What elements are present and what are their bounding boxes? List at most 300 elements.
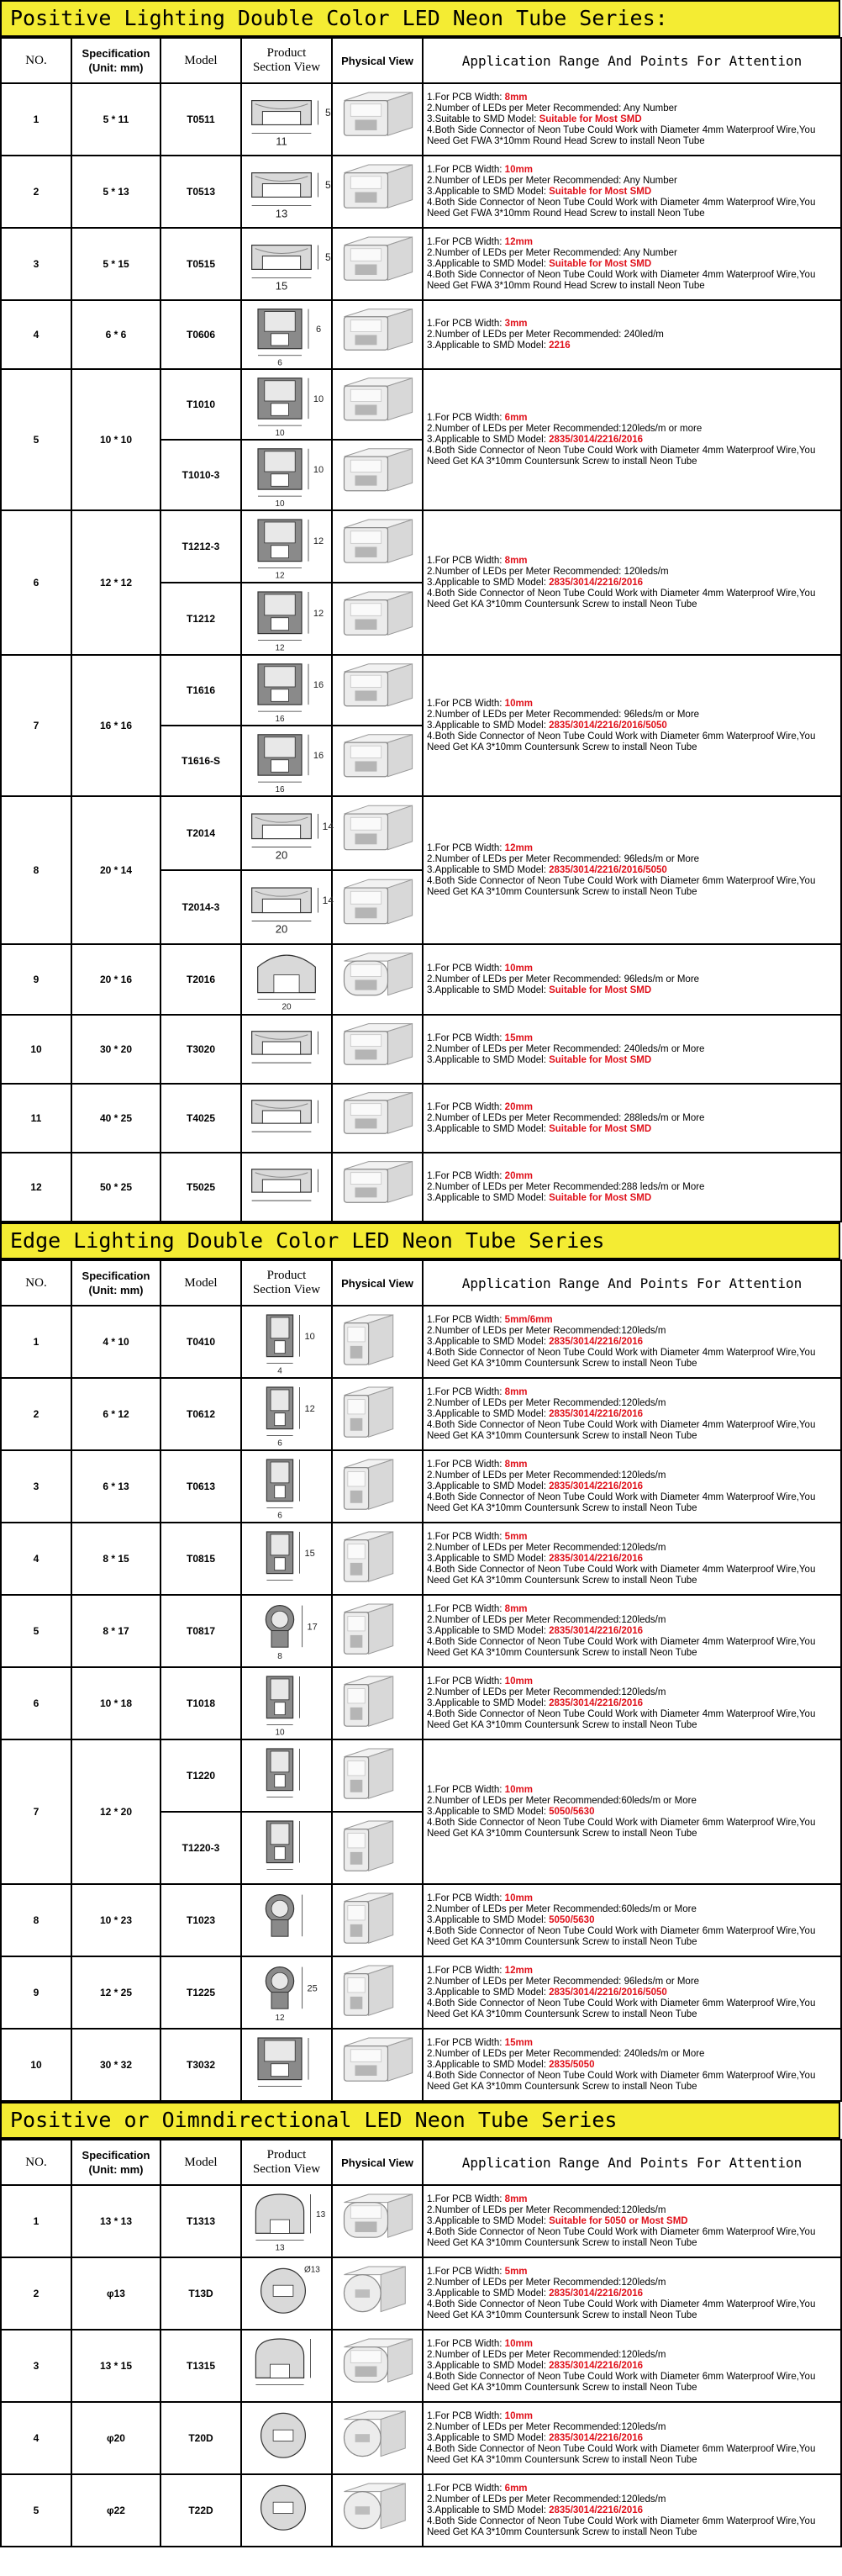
section-view-cell [241, 510, 332, 583]
model-code: T1616-S [161, 726, 241, 796]
physical-view-image [334, 2332, 421, 2399]
highlight-value: 10mm [504, 963, 533, 974]
dimension-width-label: 4 [277, 1366, 282, 1376]
note-text: 3.Applicable to SMD Model: [427, 1123, 550, 1134]
application-line [427, 985, 837, 996]
physical-view-image [334, 1742, 421, 1809]
row-number: 5 [1, 1595, 71, 1667]
note-text: 3.Applicable to SMD Model: [427, 984, 550, 995]
highlight-value: 8mm [504, 1386, 528, 1397]
application-line [427, 2422, 837, 2433]
header-no: NO. [1, 38, 71, 83]
note-text: 2.Number of LEDs per Meter Recommended: 240led/m [427, 329, 664, 340]
header-section-view [241, 38, 332, 83]
application-line [427, 2411, 837, 2422]
note-text: 1.For PCB Width: [427, 236, 505, 247]
note-text: 1.For PCB Width: [427, 555, 505, 566]
highlight-value: 6mm [504, 412, 528, 423]
application-notes [423, 300, 841, 369]
row-number: 1 [1, 83, 71, 156]
physical-view-cell [332, 1667, 423, 1739]
note-text: 1.For PCB Width: [427, 318, 505, 329]
header-model: Model [161, 1260, 241, 1306]
application-line [427, 1532, 837, 1543]
note-text: 3.Applicable to SMD Model: [427, 434, 550, 445]
section-view-cell [241, 1812, 332, 1884]
model-code: T1225 [161, 1956, 241, 2029]
row-number: 1 [1, 1306, 71, 1378]
specification-value: 5 * 13 [71, 156, 161, 228]
note-text: 4.Both Side Connector of Neon Tube Could Work with Diameter 6mm Waterproof Wire,You Need Get KA 3*10mm Countersunk Screw to install Neon Tube [427, 2371, 816, 2393]
physical-view-image [334, 657, 421, 723]
model-code: T3032 [161, 2029, 241, 2101]
highlight-value: 2835/3014/2216/2016 [549, 1336, 644, 1347]
application-line [427, 1409, 837, 1420]
note-text: 1.For PCB Width: [427, 1314, 505, 1325]
section-view-drawing [243, 585, 330, 652]
dimension-width-label: 11 [276, 135, 287, 148]
model-code: T20D [161, 2402, 241, 2474]
table-header-row [1, 38, 841, 83]
note-text: 1.For PCB Width: [427, 1459, 505, 1470]
note-text: 1.For PCB Width: [427, 1531, 505, 1542]
section-view-cell [241, 2185, 332, 2257]
specification-value: 13 * 15 [71, 2330, 161, 2402]
highlight-value: 8mm [504, 92, 528, 103]
table-row [1, 2257, 841, 2330]
note-text: 2.Number of LEDs per Meter Recommended:288 leds/m or More [427, 1181, 705, 1192]
header-physical-view: Physical View [332, 38, 423, 83]
row-number: 5 [1, 2474, 71, 2547]
model-code: T1010-3 [161, 440, 241, 510]
application-line [427, 1698, 837, 1709]
specification-value: 8 * 15 [71, 1523, 161, 1595]
application-line [427, 1966, 837, 1977]
table-row [1, 1667, 841, 1739]
note-text: 3.Applicable to SMD Model: [427, 1987, 550, 1998]
physical-view-cell [332, 655, 423, 726]
note-text: 3.Applicable to SMD Model: [427, 1553, 550, 1564]
specification-value: 6 * 13 [71, 1450, 161, 1523]
header-specification [71, 2140, 161, 2185]
row-number: 3 [1, 2330, 71, 2402]
physical-view-cell [332, 870, 423, 944]
application-notes [423, 1884, 841, 1956]
section-view-cell [241, 1378, 332, 1450]
specification-value: 16 * 16 [71, 655, 161, 796]
section-title: Positive Lighting Double Color LED Neon Tube Series: [0, 0, 840, 37]
application-line [427, 1785, 837, 1796]
application-line [427, 1113, 837, 1124]
dimension-width-label: 6 [277, 1511, 282, 1521]
header-spec-line1: Specification [82, 2149, 150, 2162]
note-text: 1.For PCB Width: [427, 412, 505, 423]
physical-view-image [334, 947, 421, 1012]
header-specification [71, 38, 161, 83]
model-code: T5025 [161, 1153, 241, 1222]
row-number: 2 [1, 2257, 71, 2330]
row-number: 4 [1, 300, 71, 369]
highlight-value: 2835/3014/2216/2016 [549, 2432, 644, 2443]
highlight-value: 2835/3014/2216/2016 [549, 2288, 644, 2299]
dimension-width-label: 15 [275, 279, 288, 293]
application-line [427, 1033, 837, 1044]
physical-view-image [334, 158, 421, 225]
application-line [427, 1554, 837, 1565]
application-line [427, 1182, 837, 1193]
section-view-drawing [243, 1308, 330, 1375]
model-code: T1616 [161, 655, 241, 726]
section-view-cell [241, 583, 332, 655]
highlight-value: 2835/3014/2216/2016 [549, 2505, 644, 2515]
physical-view-image [334, 1525, 421, 1592]
note-text: 3.Applicable to SMD Model: [427, 1625, 550, 1636]
application-line [427, 2049, 837, 2060]
section-view-cell [241, 228, 332, 300]
highlight-value: 10mm [504, 2338, 533, 2349]
specification-value: 12 * 12 [71, 510, 161, 655]
note-text: 2.Number of LEDs per Meter Recommended:60leds/m or More [427, 1903, 697, 1914]
physical-view-cell [332, 83, 423, 156]
application-line [427, 1171, 837, 1182]
application-notes [423, 1667, 841, 1739]
application-notes [423, 1523, 841, 1595]
highlight-value: 5mm [504, 2266, 528, 2277]
note-text: 4.Both Side Connector of Neon Tube Could Work with Diameter 4mm Waterproof Wire,You Need Get KA 3*10mm Countersunk Screw to install Neon Tube [427, 1708, 816, 1730]
row-number: 8 [1, 796, 71, 944]
note-text: 3.Applicable to SMD Model: [427, 720, 550, 731]
highlight-value: Suitable for Most SMD [549, 186, 652, 197]
note-text: 4.Both Side Connector of Neon Tube Could Work with Diameter 6mm Waterproof Wire,You Need Get KA 3*10mm Countersunk Screw to install Neon Tube [427, 875, 816, 897]
spec-table [0, 37, 842, 1222]
application-line [427, 319, 837, 330]
application-line [427, 1709, 837, 1731]
application-notes [423, 1595, 841, 1667]
note-text: 3.Applicable to SMD Model: [427, 577, 550, 588]
physical-view-cell [332, 2474, 423, 2547]
highlight-value: 6mm [504, 2483, 528, 2494]
note-text: 2.Number of LEDs per Meter Recommended: 96leds/m or More [427, 853, 700, 864]
table-row [1, 2029, 841, 2101]
note-text: 3.Applicable to SMD Model: [427, 2059, 550, 2070]
application-line [427, 1626, 837, 1637]
highlight-value: 10mm [504, 1892, 533, 1903]
note-text: 3.Applicable to SMD Model: [427, 2215, 550, 2226]
application-line [427, 248, 837, 259]
note-text: 1.For PCB Width: [427, 2037, 505, 2048]
physical-view-cell [332, 228, 423, 300]
row-number: 9 [1, 944, 71, 1015]
note-text: 3.Applicable to SMD Model: [427, 1408, 550, 1419]
specification-value: 6 * 6 [71, 300, 161, 369]
note-text: 3.Applicable to SMD Model: [427, 2360, 550, 2371]
highlight-value: 2835/3014/2216/2016 [549, 1481, 644, 1491]
highlight-value: Suitable for Most SMD [539, 113, 642, 124]
row-number: 10 [1, 2029, 71, 2101]
physical-view-image [334, 230, 421, 298]
table-header-row [1, 1260, 841, 1306]
model-code: T0815 [161, 1523, 241, 1595]
note-text: 2.Number of LEDs per Meter Recommended: 240leds/m or More [427, 1043, 705, 1054]
application-line [427, 1492, 837, 1514]
physical-view-cell [332, 510, 423, 583]
model-code: T2016 [161, 944, 241, 1015]
physical-view-cell [332, 1084, 423, 1153]
section-view-cell [241, 1015, 332, 1084]
physical-view-cell [332, 1956, 423, 2029]
model-code: T0613 [161, 1450, 241, 1523]
application-line [427, 1687, 837, 1698]
highlight-value: 10mm [504, 2410, 533, 2421]
physical-view-cell [332, 156, 423, 228]
table-row [1, 2185, 841, 2257]
section-view-cell [241, 1595, 332, 1667]
model-code: T1212 [161, 583, 241, 655]
row-number: 5 [1, 369, 71, 510]
section-view-drawing [243, 1670, 330, 1737]
model-code: T13D [161, 2257, 241, 2330]
physical-view-image [334, 1017, 421, 1081]
application-line [427, 699, 837, 710]
highlight-value: 12mm [504, 236, 533, 247]
note-text: 3.Applicable to SMD Model: [427, 340, 550, 351]
note-text: 1.For PCB Width: [427, 1101, 505, 1112]
table-row [1, 1884, 841, 1956]
note-text: 4.Both Side Connector of Neon Tube Could Work with Diameter 6mm Waterproof Wire,You Need Get KA 3*10mm Countersunk Screw to install Neon Tube [427, 1817, 816, 1839]
section-view-drawing [243, 799, 334, 868]
physical-view-cell [332, 1523, 423, 1595]
application-line [427, 340, 837, 351]
dimension-height-label: 6 [315, 325, 322, 335]
highlight-value: 2216 [549, 340, 571, 351]
highlight-value: 5050/5630 [549, 1806, 595, 1817]
physical-view-image [334, 728, 421, 794]
header-spec-line2: (Unit: mm) [88, 61, 144, 74]
highlight-value: 15mm [504, 2037, 533, 2048]
note-text: 4.Both Side Connector of Neon Tube Could Work with Diameter 4mm Waterproof Wire,You Need Get KA 3*10mm Countersunk Screw to install Neon Tube [427, 588, 816, 610]
section-view-drawing [243, 873, 334, 942]
section-view-cell [241, 2474, 332, 2547]
section-view-drawing [243, 1959, 330, 2026]
physical-view-cell [332, 1739, 423, 1812]
section-view-cell [241, 369, 332, 440]
physical-view-cell [332, 369, 423, 440]
note-text: 4.Both Side Connector of Neon Tube Could Work with Diameter 6mm Waterproof Wire,You Need Get KA 3*10mm Countersunk Screw to install Neon Tube [427, 731, 816, 752]
physical-view-cell [332, 2330, 423, 2402]
note-text: 4.Both Side Connector of Neon Tube Could Work with Diameter 4mm Waterproof Wire,You Need Get KA 3*10mm Countersunk Screw to install Neon Tube [427, 445, 816, 467]
highlight-value: Suitable for Most SMD [549, 1192, 652, 1203]
application-notes [423, 2402, 841, 2474]
row-number: 6 [1, 1667, 71, 1739]
note-text: 4.Both Side Connector of Neon Tube Could Work with Diameter 6mm Waterproof Wire,You Need Get KA 3*10mm Countersunk Screw to install Neon Tube [427, 2515, 816, 2537]
header-spec-line1: Specification [82, 1270, 150, 1282]
model-code: T1220 [161, 1739, 241, 1812]
dimension-height-label: 5 [325, 179, 331, 191]
dimension-width-label: 20 [275, 922, 288, 936]
specification-value: 12 * 25 [71, 1956, 161, 2029]
highlight-value: 2835/3014/2216/2016 [549, 1553, 644, 1564]
specification-value: 30 * 32 [71, 2029, 161, 2101]
dimension-height-label: 12 [313, 536, 324, 546]
section-view-drawing [243, 303, 330, 367]
note-text: 2.Number of LEDs per Meter Recommended:120leds/m [427, 2494, 666, 2505]
row-number: 3 [1, 228, 71, 300]
application-line [427, 1460, 837, 1470]
spec-table [0, 1259, 842, 2102]
dimension-width-label: 10 [275, 1728, 285, 1738]
header-spec-line1: Specification [82, 47, 150, 60]
section-view-drawing [243, 2332, 330, 2399]
section-view-drawing [243, 728, 330, 794]
application-line [427, 1420, 837, 1442]
note-text: 1.For PCB Width: [427, 164, 505, 175]
application-line [427, 1055, 837, 1066]
note-text: 2.Number of LEDs per Meter Recommended:120leds/m [427, 2421, 666, 2432]
physical-view-image [334, 1670, 421, 1737]
note-text: 3.Applicable to SMD Model: [427, 1054, 550, 1065]
highlight-value: 10mm [504, 164, 533, 175]
application-line [427, 2216, 837, 2227]
note-text: 2.Number of LEDs per Meter Recommended:120leds/m or more [427, 423, 703, 434]
application-notes [423, 1378, 841, 1450]
application-line [427, 103, 837, 114]
table-row [1, 1739, 841, 1812]
application-line [427, 578, 837, 589]
application-line [427, 2038, 837, 2049]
application-line [427, 974, 837, 985]
application-line [427, 424, 837, 435]
note-text: 2.Number of LEDs per Meter Recommended: 120leds/m [427, 566, 669, 577]
model-code: T0515 [161, 228, 241, 300]
application-line [427, 1398, 837, 1409]
header-no: NO. [1, 1260, 71, 1306]
specification-value: φ13 [71, 2257, 161, 2330]
note-text: 1.For PCB Width: [427, 2266, 505, 2277]
note-text: 3.Applicable to SMD Model: [427, 2432, 550, 2443]
application-notes [423, 369, 841, 510]
application-line [427, 721, 837, 731]
model-code: T0511 [161, 83, 241, 156]
section-view-cell [241, 1153, 332, 1222]
application-notes [423, 1084, 841, 1153]
physical-view-cell [332, 1595, 423, 1667]
note-text: 2.Number of LEDs per Meter Recommended:120leds/m [427, 1542, 666, 1553]
note-text: 2.Number of LEDs per Meter Recommended: Any Number [427, 247, 677, 258]
dimension-width-label: 13 [275, 2243, 285, 2253]
application-line [427, 2433, 837, 2444]
note-text: 1.For PCB Width: [427, 2193, 505, 2204]
physical-view-cell [332, 300, 423, 369]
note-text: 2.Number of LEDs per Meter Recommended:120leds/m [427, 1614, 666, 1625]
spec-table [0, 2139, 842, 2547]
section-view-cell [241, 300, 332, 369]
row-number: 12 [1, 1153, 71, 1222]
note-text: 1.For PCB Width: [427, 1676, 505, 1687]
section-view-cell [241, 1739, 332, 1812]
header-spec-line2: (Unit: mm) [88, 2163, 144, 2176]
application-line [427, 2071, 837, 2093]
application-line [427, 413, 837, 424]
physical-view-image [334, 86, 421, 153]
application-line [427, 1124, 837, 1135]
highlight-value: Suitable for 5050 or Most SMD [549, 2215, 688, 2226]
table-row [1, 1956, 841, 2029]
application-line [427, 92, 837, 103]
physical-view-cell [332, 1812, 423, 1884]
physical-view-cell [332, 796, 423, 870]
header-section-line2: Section View [252, 61, 321, 74]
highlight-value: Suitable for Most SMD [549, 984, 652, 995]
physical-view-image [334, 585, 421, 652]
table-row [1, 2474, 841, 2547]
dimension-height-label: 16 [313, 679, 324, 690]
section-view-cell [241, 1523, 332, 1595]
physical-view-image [334, 303, 421, 367]
table-row [1, 1015, 841, 1084]
dimension-height-label: 5 [325, 107, 331, 119]
application-line [427, 125, 837, 147]
application-line [427, 2444, 837, 2466]
section-view-cell [241, 1306, 332, 1378]
model-code: T2014-3 [161, 870, 241, 944]
specification-value: 10 * 18 [71, 1667, 161, 1739]
section-view-cell [241, 2330, 332, 2402]
section-view-cell [241, 796, 332, 870]
note-text: 4.Both Side Connector of Neon Tube Could Work with Diameter 6mm Waterproof Wire,You Need Get KA 3*10mm Countersunk Screw to install Neon Tube [427, 2226, 816, 2248]
model-code: T1313 [161, 2185, 241, 2257]
header-section-line1: Product [266, 1269, 307, 1282]
highlight-value: 2835/3014/2216/2016 [549, 434, 644, 445]
application-line [427, 1315, 837, 1326]
note-text: 2.Number of LEDs per Meter Recommended:120leds/m [427, 1325, 666, 1336]
physical-view-cell [332, 440, 423, 510]
dimension-height-label: 16 [313, 750, 324, 761]
model-code: T1018 [161, 1667, 241, 1739]
specification-value: 5 * 15 [71, 228, 161, 300]
application-notes [423, 796, 841, 944]
dimension-height-label: 10 [304, 1331, 315, 1342]
table-row [1, 1450, 841, 1523]
application-line [427, 1987, 837, 1998]
section-view-drawing [243, 86, 330, 153]
application-notes [423, 2257, 841, 2330]
dimension-height-label: 10 [313, 464, 324, 475]
dimension-height-label: 14 [322, 820, 334, 832]
note-text: 3.Suitable to SMD Model: [427, 113, 539, 124]
application-line [427, 176, 837, 187]
header-spec-line2: (Unit: mm) [88, 1284, 144, 1296]
highlight-value: 2835/5050 [549, 2059, 595, 2070]
note-text: 1.For PCB Width: [427, 1386, 505, 1397]
application-line [427, 963, 837, 974]
note-text: 3.Applicable to SMD Model: [427, 2505, 550, 2515]
note-text: 4.Both Side Connector of Neon Tube Could Work with Diameter 6mm Waterproof Wire,You Need Get KA 3*10mm Countersunk Screw to install Neon Tube [427, 1998, 816, 2019]
note-text: 1.For PCB Width: [427, 1032, 505, 1043]
section-view-drawing [243, 2188, 330, 2255]
application-line [427, 865, 837, 876]
application-notes [423, 228, 841, 300]
note-text: 1.For PCB Width: [427, 842, 505, 853]
specification-value: 13 * 13 [71, 2185, 161, 2257]
dimension-width-label: 12 [275, 643, 285, 653]
application-notes [423, 1306, 841, 1378]
note-text: 3.Applicable to SMD Model: [427, 1481, 550, 1491]
note-text: 1.For PCB Width: [427, 2483, 505, 2494]
highlight-value: 2835/3014/2216/2016/5050 [549, 1987, 667, 1998]
section-view-cell [241, 1450, 332, 1523]
note-text: 3.Applicable to SMD Model: [427, 1697, 550, 1708]
application-line [427, 1818, 837, 1840]
